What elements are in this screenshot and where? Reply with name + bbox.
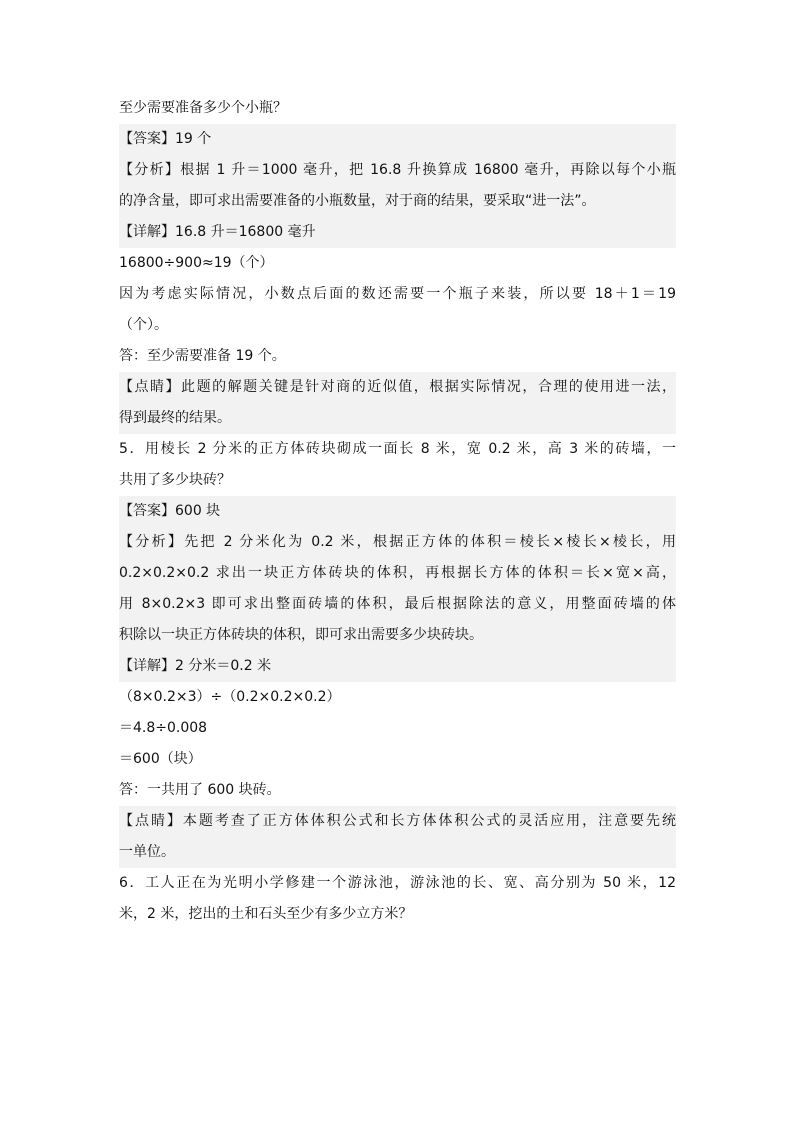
analysis-5-line-4: 积除以一块正方体砖块的体积，即可求出需要多少块砖块。	[119, 620, 676, 651]
comment-5-line-2: 一单位。	[119, 837, 676, 868]
document-page	[119, 93, 676, 930]
comment-5-line-1: 【点睛】本题考查了正方体体积公式和长方体体积公式的灵活应用，注意要先统	[119, 806, 676, 837]
solution-4-line-1: 【详解】16.8 升＝16800 毫升	[119, 217, 676, 248]
question-5-line-2: 共用了多少块砖？	[119, 472, 231, 488]
analysis-4-line-1: 【分析】根据 1 升＝1000 毫升，把 16.8 升换算成 16800 毫升，再除以每个小瓶	[119, 155, 676, 186]
solution-4-conclusion: 答：至少需要准备 19 个。	[119, 348, 286, 364]
answer-5: 【答案】600 块	[119, 496, 676, 527]
solution-4-line-4: （个）。	[119, 317, 168, 333]
solution-5-line-4: ＝600（块）	[119, 751, 202, 767]
comment-4-line-2: 得到最终的结果。	[119, 403, 676, 434]
answer-4: 【答案】19 个	[119, 124, 676, 155]
solution-4-line-3: 因为考虑实际情况，小数点后面的数还需要一个瓶子来装，所以要 18＋1＝19	[119, 286, 676, 302]
solution-4-line-2: 16800÷900≈19（个）	[119, 255, 274, 271]
question-4-tail: 至少需要准备多少个小瓶？	[119, 100, 287, 116]
solution-5-line-3: ＝4.8÷0.008	[119, 720, 208, 736]
analysis-4-line-2: 的净含量，即可求出需要准备的小瓶数量，对于商的结果，要采取“进一法”。	[119, 186, 676, 217]
solution-5-line-2: （8×0.2×3）÷（0.2×0.2×0.2）	[119, 689, 341, 705]
solution-5-conclusion: 答：一共用了 600 块砖。	[119, 782, 281, 798]
analysis-5-line-1: 【分析】先把 2 分米化为 0.2 米，根据正方体的体积＝棱长×棱长×棱长，用	[119, 527, 676, 558]
analysis-5-line-3: 用 8×0.2×3 即可求出整面砖墙的体积，最后根据除法的意义，用整面砖墙的体	[119, 589, 676, 620]
question-6-line-1: 6．工人正在为光明小学修建一个游泳池，游泳池的长、宽、高分别为 50 米，12	[119, 875, 676, 891]
analysis-5-line-2: 0.2×0.2×0.2 求出一块正方体砖块的体积，再根据长方体的体积＝长×宽×高，	[119, 558, 676, 589]
question-6-line-2: 米，2 米，挖出的土和石头至少有多少立方米？	[119, 906, 413, 922]
question-5-line-1: 5．用棱长 2 分米的正方体砖块砌成一面长 8 米，宽 0.2 米，高 3 米的砖墙，一	[119, 441, 676, 457]
comment-4-line-1: 【点睛】此题的解题关键是针对商的近似值，根据实际情况，合理的使用进一法，	[119, 372, 676, 403]
solution-5-line-1: 【详解】2 分米＝0.2 米	[119, 651, 676, 682]
